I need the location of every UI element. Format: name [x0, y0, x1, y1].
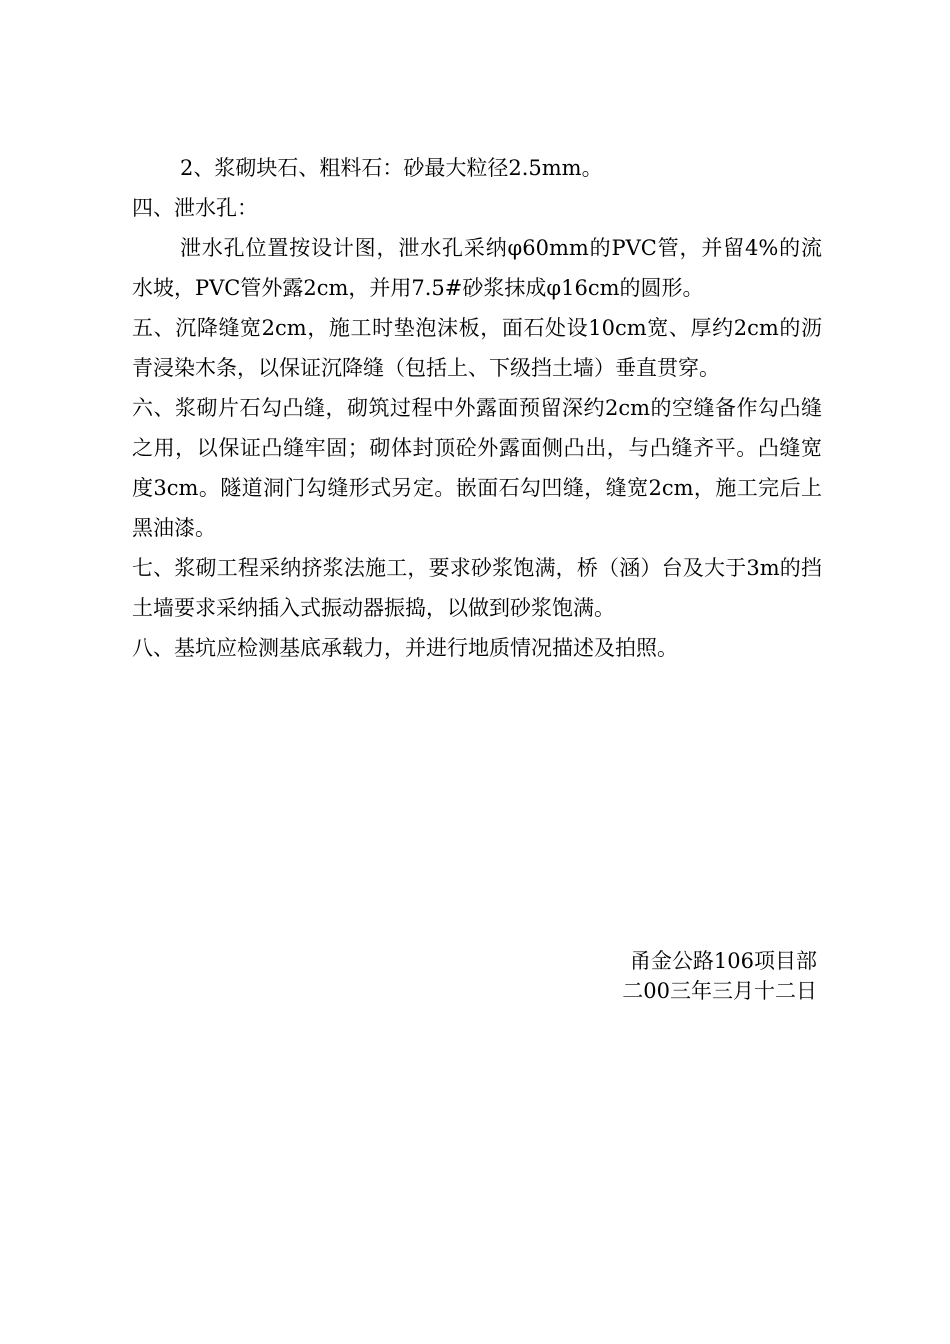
- section-heading-weep-holes: 四、泄水孔：: [132, 196, 258, 220]
- paragraph-foundation-pit: 八、基坑应检测基底承载力，并进行地质情况描述及拍照。: [132, 636, 678, 660]
- document-body: [132, 148, 822, 668]
- signature-date: 二00三年三月十二日: [622, 979, 817, 1003]
- paragraph-sand-grain-size: 2、浆砌块石、粗料石：砂最大粒径2.5mm。: [180, 156, 603, 180]
- paragraph-masonry-method: 七、浆砌工程采纳挤浆法施工，要求砂浆饱满，桥（涵）台及大于3m的挡土墙要求采纳插入式振动器振捣，以做到砂浆饱满。: [132, 556, 822, 620]
- signature-organization: 甬金公路106项目部: [629, 949, 817, 973]
- signature-block: [417, 946, 817, 1006]
- paragraph-weep-holes: 泄水孔位置按设计图，泄水孔采纳φ60mm的PVC管，并留4%的流水坡，PVC管外露2cm，并用7.5#砂浆抹成φ16cm的圆形。: [132, 236, 822, 300]
- paragraph-settlement-joint: 五、沉降缝宽2cm，施工时垫泡沫板，面石处设10cm宽、厚约2cm的沥青浸染木条，以保证沉降缝（包括上、下级挡土墙）垂直贯穿。: [132, 316, 822, 380]
- paragraph-pointing-joints: 六、浆砌片石勾凸缝，砌筑过程中外露面预留深约2cm的空缝备作勾凸缝之用，以保证凸缝牢固；砌体封顶砼外露面侧凸出，与凸缝齐平。凸缝宽度3cm。隧道洞门勾缝形式另定。嵌面石勾凹缝，缝宽2cm，施工完后上黑油漆。: [132, 396, 822, 540]
